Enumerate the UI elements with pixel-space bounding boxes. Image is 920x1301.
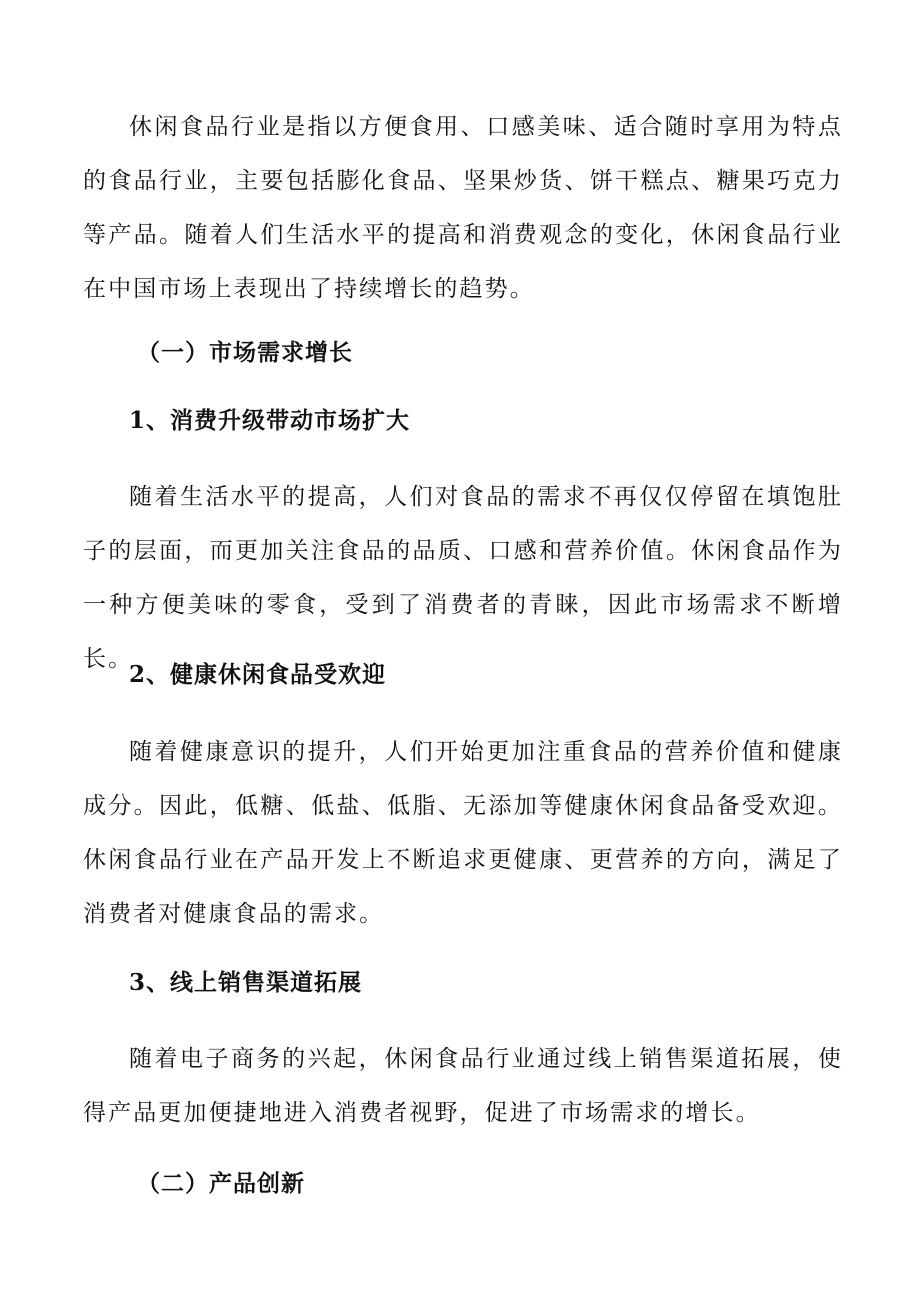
intro-paragraph: 休闲食品行业是指以方便食用、口感美味、适合随时享用为特点的食品行业，主要包括膨化食品、坚果炒货、饼干糕点、糖果巧克力等产品。随着人们生活水平的提高和消费观念的变化，休闲食品行业在中国市场上表现出了持续增长的趋势。 [83, 114, 843, 302]
section-heading-market-demand: （一）市场需求增长 [137, 339, 353, 366]
item-heading-healthy-snacks: 2、健康休闲食品受欢迎 [129, 661, 387, 688]
item-body-healthy-snacks: 随着健康意识的提升，人们开始更加注重食品的营养价值和健康成分。因此，低糖、低盐、低脂、无添加等健康休闲食品备受欢迎。休闲食品行业在产品开发上不断追求更健康、更营养的方向，满足了消费者对健康食品的需求。 [83, 739, 843, 927]
item-heading-online-channels: 3、线上销售渠道拓展 [129, 969, 363, 996]
item-body-online-channels: 随着电子商务的兴起，休闲食品行业通过线上销售渠道拓展，使得产品更加便捷地进入消费者视野，促进了市场需求的增长。 [83, 1046, 843, 1126]
item-heading-consumption-upgrade: 1、消费升级带动市场扩大 [129, 407, 411, 434]
item-body-consumption-upgrade: 随着生活水平的提高，人们对食品的需求不再仅仅停留在填饱肚子的层面，而更加关注食品的品质、口感和营养价值。休闲食品作为一种方便美味的零食，受到了消费者的青睐，因此市场需求不断增长。 [83, 484, 843, 672]
section-heading-product-innovation: （二）产品创新 [137, 1170, 305, 1197]
